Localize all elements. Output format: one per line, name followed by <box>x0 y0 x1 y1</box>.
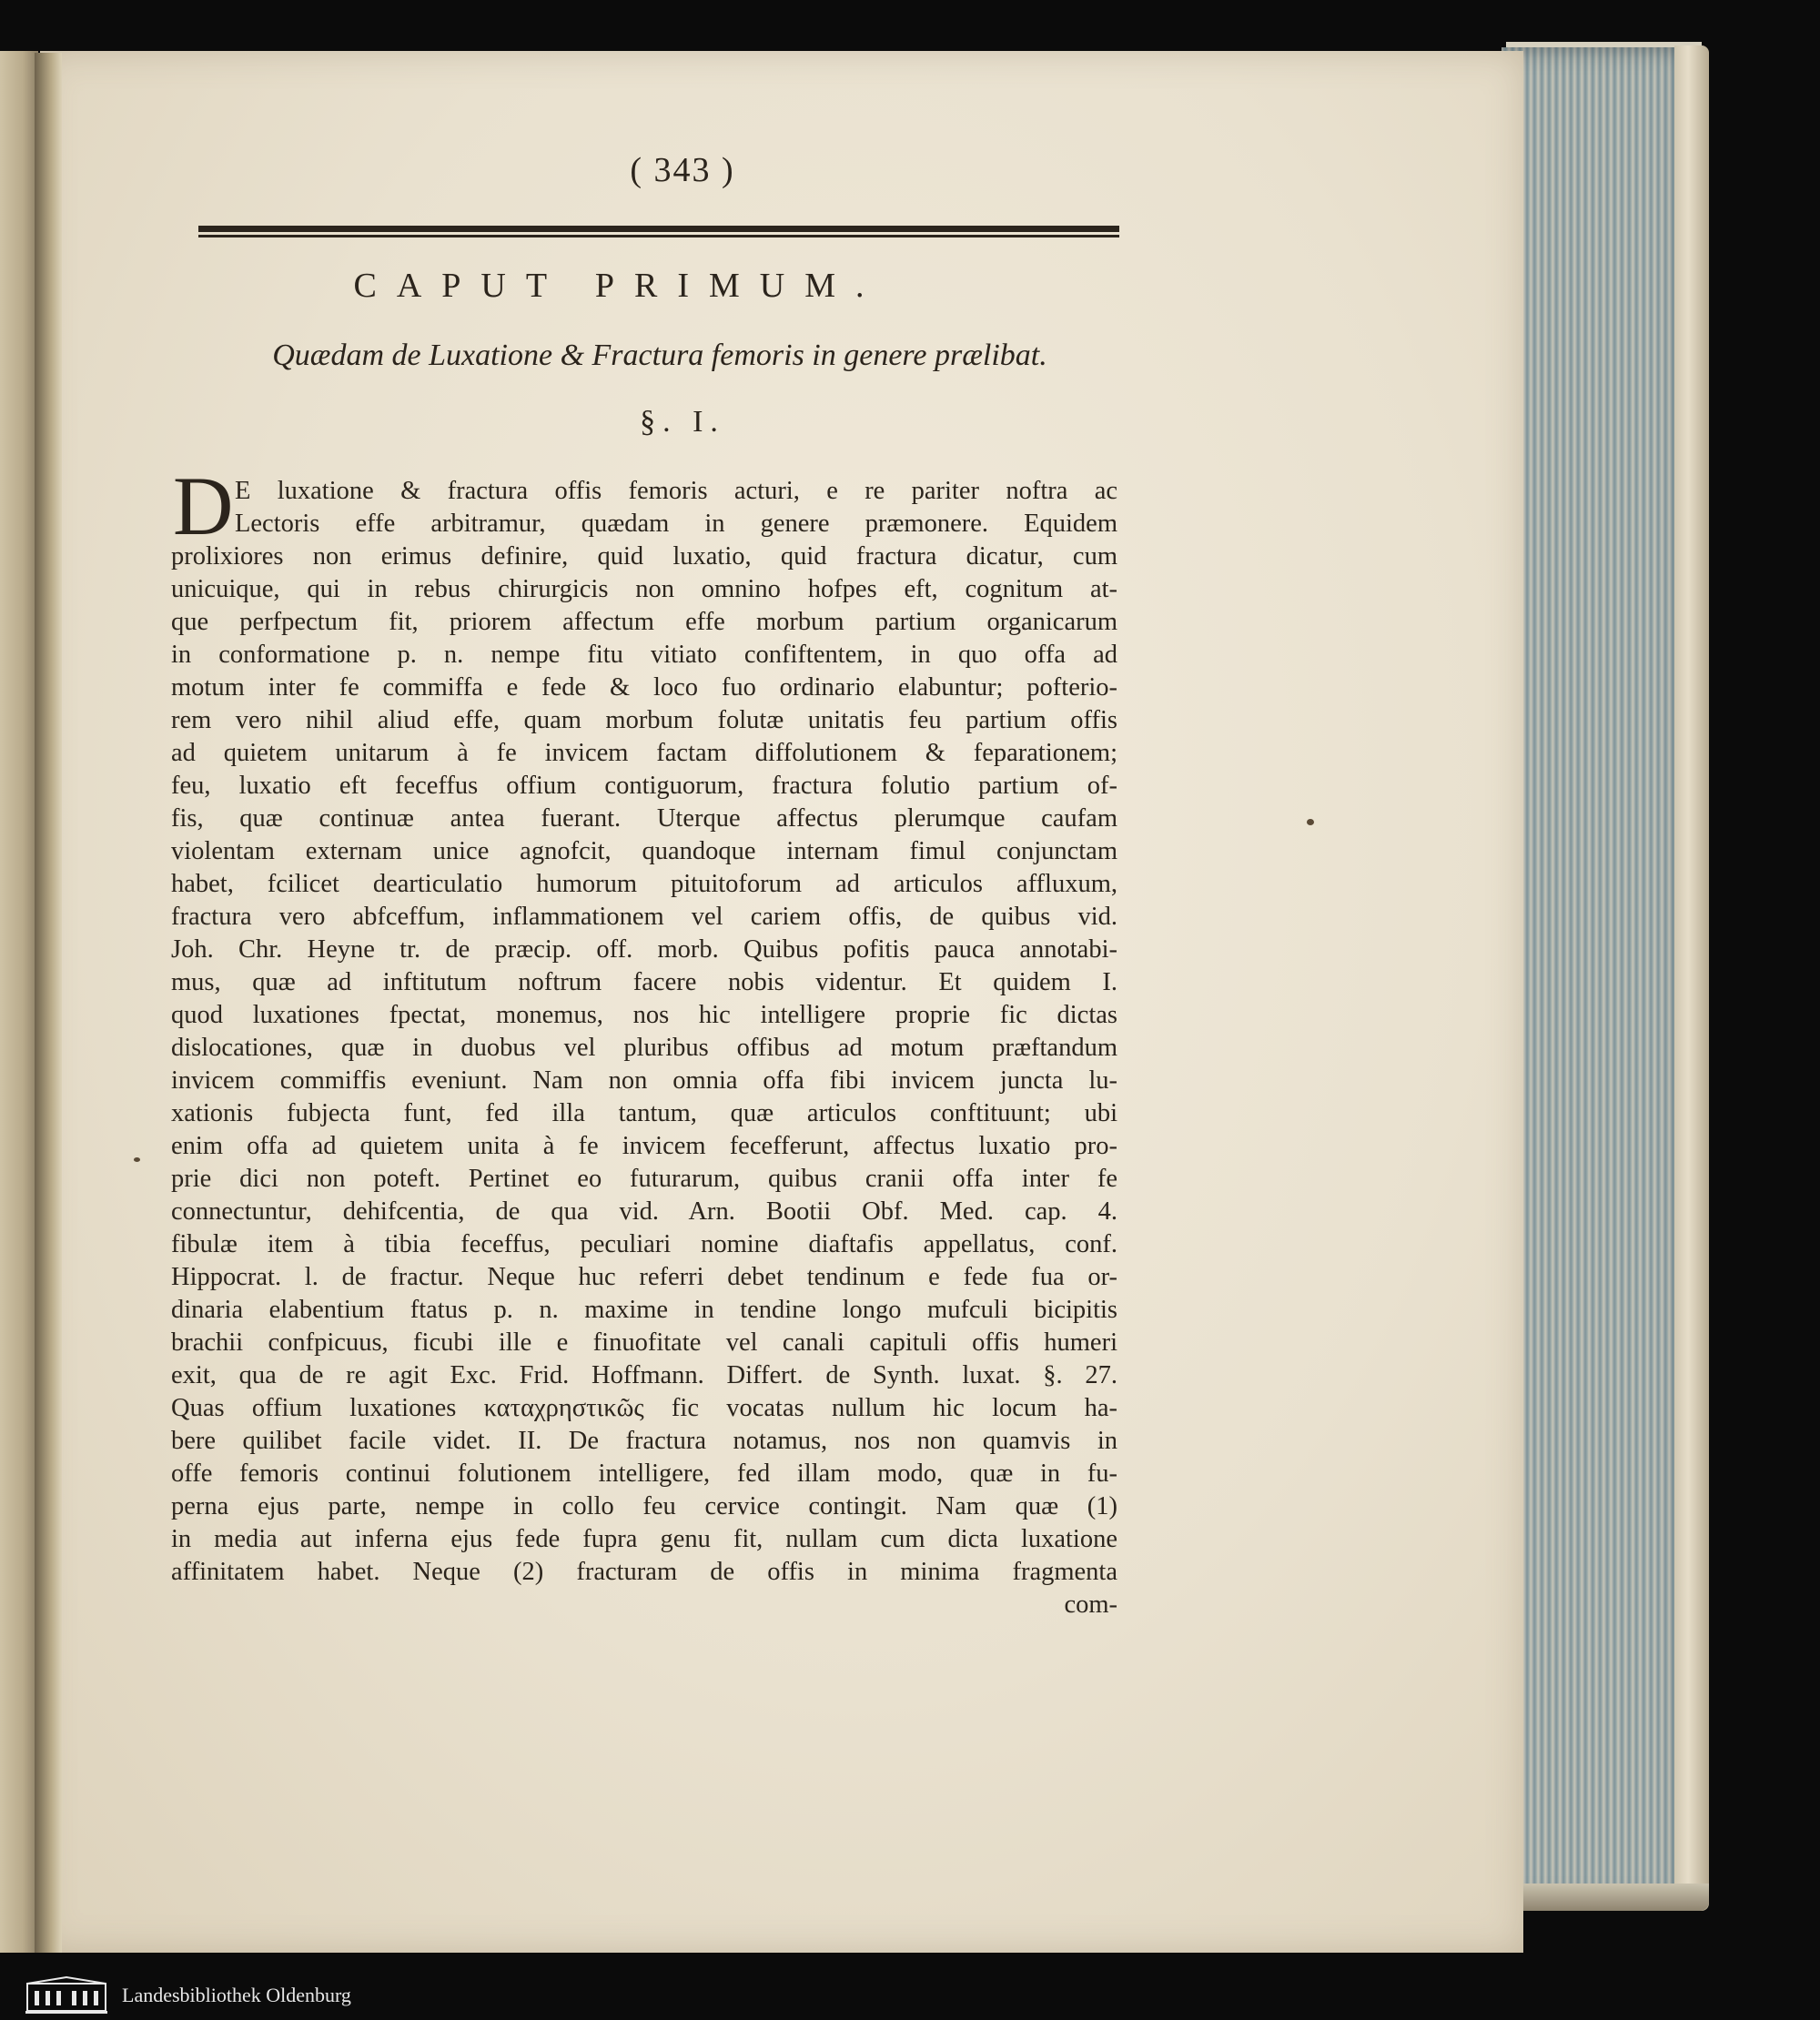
cover-edge <box>1674 45 1709 1911</box>
page-fore-edge <box>1502 47 1702 1904</box>
text-line: perna ejus parte, nempe in collo feu cervice contingit. Nam quæ (1) <box>171 1492 1117 1520</box>
text-line: connectuntur, dehifcentia, de qua vid. Arn. Bootii Obf. Med. cap. 4. <box>171 1197 1117 1226</box>
text-line: offe femoris continui folutionem intelligere, fed illam modo, quæ in fu- <box>171 1459 1117 1488</box>
text-line: affinitatem habet. Neque (2) fracturam de offis in minima fragmenta <box>171 1558 1117 1586</box>
ink-spot <box>1307 819 1314 825</box>
text-line: invicem commiffis eveniunt. Nam non omnia offa fibi invicem juncta lu- <box>171 1066 1117 1095</box>
left-page-edge <box>0 51 38 1953</box>
text-line: fibulæ item à tibia feceffus, peculiari nomine diaftafis appellatus, conf. <box>171 1230 1117 1258</box>
body-text <box>171 475 1117 1621</box>
gutter-shadow <box>35 53 62 1953</box>
text-line: unicuique, qui in rebus chirurgicis non omnino hofpes eft, cognitum at- <box>171 575 1117 603</box>
text-line: enim offa ad quietem unita à fe invicem fecefferunt, affectus luxatio pro- <box>171 1132 1117 1160</box>
chapter-title: CAPUT PRIMUM. <box>353 267 885 305</box>
text-line: in conformatione p. n. nempe fitu vitiato confiftentem, in quo offa ad <box>171 641 1117 669</box>
text-line: E luxatione & fractura offis femoris acturi, e re pariter noftra ac <box>235 477 1117 505</box>
text-line: prolixiores non erimus definire, quid luxatio, quid fractura dicatur, cum <box>171 542 1117 571</box>
text-line: Hippocrat. l. de fractur. Neque huc referri debet tendinum e fede fua or- <box>171 1263 1117 1291</box>
text-line: fractura vero abfceffum, inflammationem vel cariem offis, de quibus vid. <box>171 903 1117 931</box>
chapter-subtitle: Quædam de Luxatione & Fractura femoris in genere prælibat. <box>272 338 1047 372</box>
text-line: in media aut inferna ejus fede fupra genu fit, nullam cum dicta luxatione <box>171 1525 1117 1553</box>
text-line: exit, qua de re agit Exc. Frid. Hoffmann. Differt. de Synth. luxat. §. 27. <box>171 1361 1117 1389</box>
text-line: mus, quæ ad inftitutum noftrum facere nobis videntur. Et quidem I. <box>171 968 1117 996</box>
section-mark: §. I. <box>640 405 725 439</box>
text-line: violentam externam unice agnofcit, quandoque internam fimul conjunctam <box>171 837 1117 865</box>
text-line: Joh. Chr. Heyne tr. de præcip. off. morb. Quibus pofitis pauca annotabi- <box>171 935 1117 964</box>
drop-cap: D <box>173 460 234 552</box>
ink-spot <box>134 1157 140 1162</box>
footer-label: Landesbibliothek Oldenburg <box>122 1984 351 2006</box>
text-line: Lectoris effe arbitramur, quædam in genere præmonere. Equidem <box>235 510 1117 538</box>
text-line: que perfpectum fit, priorem affectum effe morbum partium organicarum <box>171 608 1117 636</box>
text-line: quod luxationes fpectat, monemus, nos hic intelligere proprie fic dictas <box>171 1001 1117 1029</box>
text-line: habet, fcilicet dearticulatio humorum pituitoforum ad articulos affluxum, <box>171 870 1117 898</box>
text-line: fis, quæ continuæ antea fuerant. Uterque affectus plerumque caufam <box>171 804 1117 833</box>
header-rule <box>198 226 1119 232</box>
page-number: ( 343 ) <box>630 151 735 189</box>
text-line: ad quietem unitarum à fe invicem factam diffolutionem & feparationem; <box>171 739 1117 767</box>
text-line: dinaria elabentium ftatus p. n. maxime in tendine longo mufculi bicipitis <box>171 1296 1117 1324</box>
fore-edge-bottom <box>1492 1884 1709 1911</box>
text-line: Quas offium luxationes καταχρηστικῶς fic vocatas nullum hic locum ha- <box>171 1394 1117 1422</box>
text-line: xationis fubjecta funt, fed illa tantum, quæ articulos conftituunt; ubi <box>171 1099 1117 1127</box>
text-line: rem vero nihil aliud effe, quam morbum folutæ unitatis feu partium offis <box>171 706 1117 734</box>
text-line: feu, luxatio eft feceffus offium contiguorum, fractura folutio partium of- <box>171 772 1117 800</box>
text-line: motum inter fe commiffa e fede & loco fuo ordinario elabuntur; pofterio- <box>171 673 1117 702</box>
text-line: brachii confpicuus, ficubi ille e finuofitate vel canali capituli offis humeri <box>171 1328 1117 1357</box>
header-rule-thin <box>198 235 1119 237</box>
text-line: bere quilibet facile videt. II. De fractura notamus, nos non quamvis in <box>171 1427 1117 1455</box>
text-line: prie dici non poteft. Pertinet eo futurarum, quibus cranii offa inter fe <box>171 1165 1117 1193</box>
catchword: com- <box>1064 1591 1117 1619</box>
library-building-icon <box>25 1976 107 2016</box>
text-line: dislocationes, quæ in duobus vel pluribus offibus ad motum præftandum <box>171 1034 1117 1062</box>
